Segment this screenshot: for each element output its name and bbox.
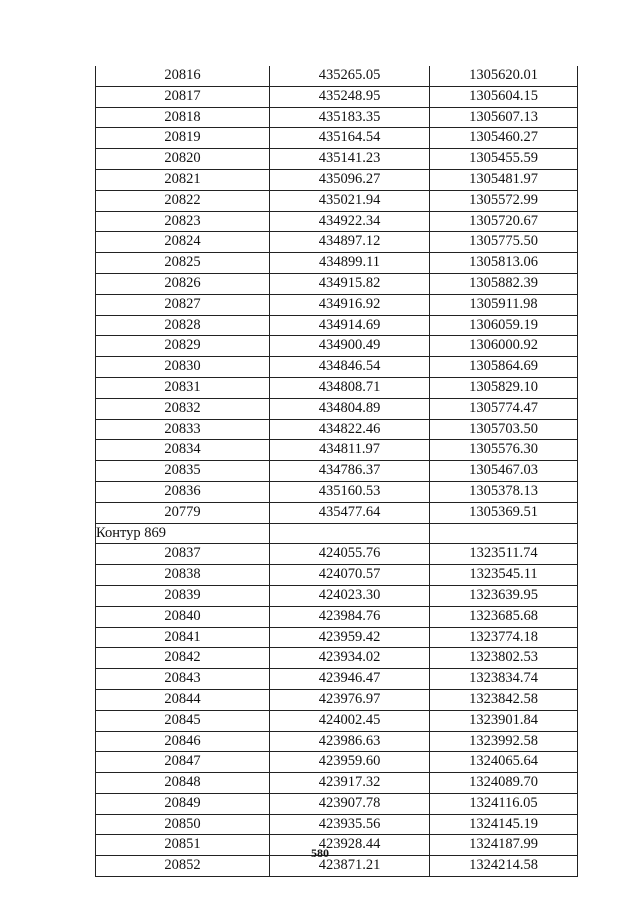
x-coordinate-cell: 424055.76	[270, 544, 430, 565]
x-coordinate-cell: 434900.49	[270, 336, 430, 357]
point-number-cell: 20842	[96, 648, 270, 669]
x-coordinate-cell: 423934.02	[270, 648, 430, 669]
x-coordinate-cell: 435160.53	[270, 481, 430, 502]
table-row	[96, 315, 578, 336]
y-coordinate-cell: 1305572.99	[430, 190, 578, 211]
table-row	[96, 336, 578, 357]
point-number-cell: 20831	[96, 377, 270, 398]
table-row	[96, 502, 578, 523]
point-number-cell: 20843	[96, 669, 270, 690]
y-coordinate-cell: 1305369.51	[430, 502, 578, 523]
table-row	[96, 731, 578, 752]
empty-cell	[270, 523, 430, 544]
table-row	[96, 419, 578, 440]
point-number-cell: 20828	[96, 315, 270, 336]
point-number-cell: 20844	[96, 689, 270, 710]
point-number-cell: 20832	[96, 398, 270, 419]
x-coordinate-cell: 434897.12	[270, 232, 430, 253]
x-coordinate-cell: 434915.82	[270, 273, 430, 294]
y-coordinate-cell: 1305481.97	[430, 169, 578, 190]
point-number-cell: 20817	[96, 86, 270, 107]
x-coordinate-cell: 424002.45	[270, 710, 430, 731]
table-row	[96, 169, 578, 190]
point-number-cell: 20818	[96, 107, 270, 128]
y-coordinate-cell: 1324145.19	[430, 814, 578, 835]
table-row	[96, 440, 578, 461]
y-coordinate-cell: 1305911.98	[430, 294, 578, 315]
x-coordinate-cell: 423917.32	[270, 773, 430, 794]
point-number-cell: 20835	[96, 461, 270, 482]
x-coordinate-cell: 435141.23	[270, 149, 430, 170]
y-coordinate-cell: 1323685.68	[430, 606, 578, 627]
y-coordinate-cell: 1323511.74	[430, 544, 578, 565]
x-coordinate-cell: 435248.95	[270, 86, 430, 107]
point-number-cell: 20829	[96, 336, 270, 357]
table-row	[96, 190, 578, 211]
x-coordinate-cell: 434846.54	[270, 357, 430, 378]
point-number-cell: 20848	[96, 773, 270, 794]
point-number-cell: 20846	[96, 731, 270, 752]
y-coordinate-cell: 1305467.03	[430, 461, 578, 482]
table-row	[96, 773, 578, 794]
point-number-cell: 20850	[96, 814, 270, 835]
x-coordinate-cell: 424023.30	[270, 585, 430, 606]
y-coordinate-cell: 1323774.18	[430, 627, 578, 648]
y-coordinate-cell: 1305813.06	[430, 253, 578, 274]
y-coordinate-cell: 1324065.64	[430, 752, 578, 773]
y-coordinate-cell: 1305455.59	[430, 149, 578, 170]
table-row	[96, 211, 578, 232]
y-coordinate-cell: 1305864.69	[430, 357, 578, 378]
coordinates-table-body	[96, 66, 578, 877]
x-coordinate-cell: 434899.11	[270, 253, 430, 274]
coordinates-table	[95, 66, 578, 877]
point-number-cell: 20779	[96, 502, 270, 523]
x-coordinate-cell: 435477.64	[270, 502, 430, 523]
point-number-cell: 20852	[96, 856, 270, 877]
table-row	[96, 606, 578, 627]
contour-label: Контур 869	[96, 523, 270, 544]
table-row	[96, 107, 578, 128]
x-coordinate-cell: 423984.76	[270, 606, 430, 627]
x-coordinate-cell: 434914.69	[270, 315, 430, 336]
y-coordinate-cell: 1305604.15	[430, 86, 578, 107]
x-coordinate-cell: 423907.78	[270, 793, 430, 814]
table-row	[96, 669, 578, 690]
point-number-cell: 20816	[96, 66, 270, 86]
y-coordinate-cell: 1305882.39	[430, 273, 578, 294]
y-coordinate-cell: 1305720.67	[430, 211, 578, 232]
point-number-cell: 20840	[96, 606, 270, 627]
table-row	[96, 565, 578, 586]
y-coordinate-cell: 1323834.74	[430, 669, 578, 690]
point-number-cell: 20837	[96, 544, 270, 565]
table-row	[96, 648, 578, 669]
y-coordinate-cell: 1305460.27	[430, 128, 578, 149]
table-row	[96, 273, 578, 294]
table-row	[96, 793, 578, 814]
point-number-cell: 20830	[96, 357, 270, 378]
y-coordinate-cell: 1324214.58	[430, 856, 578, 877]
x-coordinate-cell: 423986.63	[270, 731, 430, 752]
x-coordinate-cell: 434822.46	[270, 419, 430, 440]
x-coordinate-cell: 423959.42	[270, 627, 430, 648]
x-coordinate-cell: 423935.56	[270, 814, 430, 835]
point-number-cell: 20833	[96, 419, 270, 440]
table-row	[96, 627, 578, 648]
table-row	[96, 294, 578, 315]
point-number-cell: 20847	[96, 752, 270, 773]
x-coordinate-cell: 434922.34	[270, 211, 430, 232]
table-row	[96, 377, 578, 398]
point-number-cell: 20825	[96, 253, 270, 274]
x-coordinate-cell: 435096.27	[270, 169, 430, 190]
y-coordinate-cell: 1324116.05	[430, 793, 578, 814]
x-coordinate-cell: 435164.54	[270, 128, 430, 149]
table-row	[96, 357, 578, 378]
point-number-cell: 20845	[96, 710, 270, 731]
table-row	[96, 710, 578, 731]
y-coordinate-cell: 1306000.92	[430, 336, 578, 357]
y-coordinate-cell: 1305576.30	[430, 440, 578, 461]
table-row	[96, 66, 578, 86]
point-number-cell: 20823	[96, 211, 270, 232]
point-number-cell: 20827	[96, 294, 270, 315]
x-coordinate-cell: 435021.94	[270, 190, 430, 211]
table-row	[96, 544, 578, 565]
x-coordinate-cell: 424070.57	[270, 565, 430, 586]
table-row	[96, 461, 578, 482]
y-coordinate-cell: 1323545.11	[430, 565, 578, 586]
y-coordinate-cell: 1323992.58	[430, 731, 578, 752]
table-row	[96, 149, 578, 170]
x-coordinate-cell: 434786.37	[270, 461, 430, 482]
x-coordinate-cell: 423959.60	[270, 752, 430, 773]
point-number-cell: 20834	[96, 440, 270, 461]
page-number: 580	[311, 846, 329, 860]
table-row	[96, 253, 578, 274]
point-number-cell: 20820	[96, 149, 270, 170]
x-coordinate-cell: 423928.44	[270, 835, 430, 856]
point-number-cell: 20826	[96, 273, 270, 294]
table-row	[96, 481, 578, 502]
y-coordinate-cell: 1305775.50	[430, 232, 578, 253]
point-number-cell: 20836	[96, 481, 270, 502]
point-number-cell: 20851	[96, 835, 270, 856]
point-number-cell: 20819	[96, 128, 270, 149]
y-coordinate-cell: 1305774.47	[430, 398, 578, 419]
x-coordinate-cell: 434804.89	[270, 398, 430, 419]
empty-cell	[430, 523, 578, 544]
y-coordinate-cell: 1323802.53	[430, 648, 578, 669]
point-number-cell: 20838	[96, 565, 270, 586]
point-number-cell: 20841	[96, 627, 270, 648]
point-number-cell: 20839	[96, 585, 270, 606]
y-coordinate-cell: 1306059.19	[430, 315, 578, 336]
y-coordinate-cell: 1305607.13	[430, 107, 578, 128]
y-coordinate-cell: 1324187.99	[430, 835, 578, 856]
y-coordinate-cell: 1323842.58	[430, 689, 578, 710]
x-coordinate-cell: 434811.97	[270, 440, 430, 461]
x-coordinate-cell: 434916.92	[270, 294, 430, 315]
x-coordinate-cell: 423871.21	[270, 856, 430, 877]
point-number-cell: 20824	[96, 232, 270, 253]
table-row	[96, 689, 578, 710]
y-coordinate-cell: 1305829.10	[430, 377, 578, 398]
x-coordinate-cell: 423946.47	[270, 669, 430, 690]
x-coordinate-cell: 435183.35	[270, 107, 430, 128]
contour-header-row	[96, 523, 578, 544]
table-row	[96, 128, 578, 149]
y-coordinate-cell: 1324089.70	[430, 773, 578, 794]
point-number-cell: 20821	[96, 169, 270, 190]
table-row	[96, 86, 578, 107]
table-row	[96, 232, 578, 253]
y-coordinate-cell: 1323901.84	[430, 710, 578, 731]
y-coordinate-cell: 1323639.95	[430, 585, 578, 606]
table-row	[96, 814, 578, 835]
table-row	[96, 585, 578, 606]
y-coordinate-cell: 1305620.01	[430, 66, 578, 86]
point-number-cell: 20822	[96, 190, 270, 211]
x-coordinate-cell: 434808.71	[270, 377, 430, 398]
table-row	[96, 752, 578, 773]
y-coordinate-cell: 1305703.50	[430, 419, 578, 440]
x-coordinate-cell: 435265.05	[270, 66, 430, 86]
table-row	[96, 398, 578, 419]
y-coordinate-cell: 1305378.13	[430, 481, 578, 502]
point-number-cell: 20849	[96, 793, 270, 814]
x-coordinate-cell: 423976.97	[270, 689, 430, 710]
